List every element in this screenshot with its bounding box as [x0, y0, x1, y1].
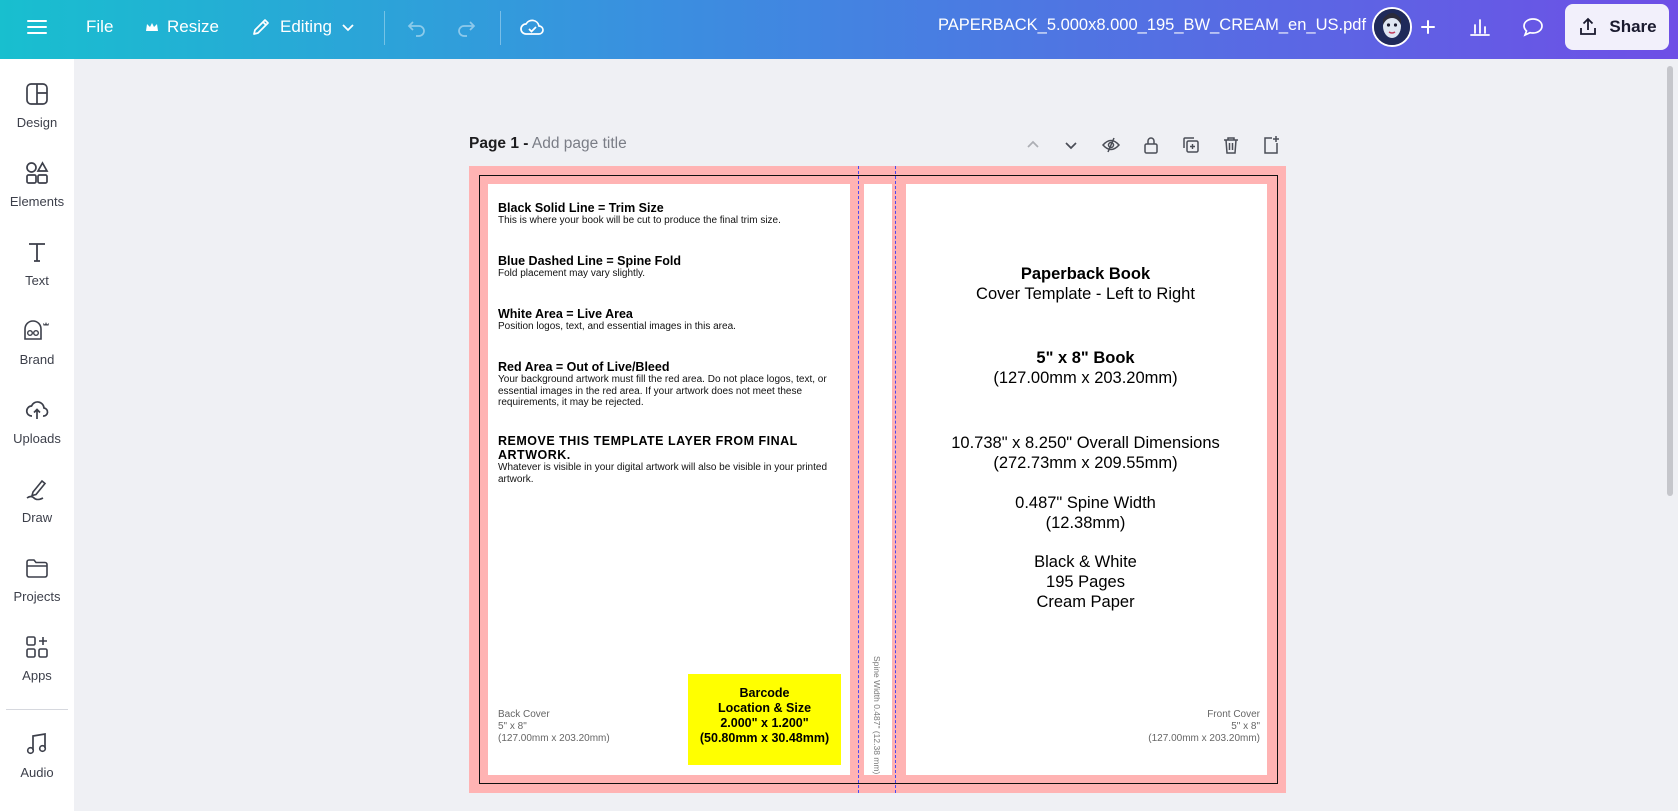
insights-button[interactable]: [1459, 7, 1501, 47]
design-icon: [24, 81, 50, 107]
front-spine-block[interactable]: [906, 493, 1265, 533]
user-avatar[interactable]: [1372, 7, 1412, 47]
legend-text: Fold placement may vary slightly.: [498, 268, 646, 279]
sidebar-item-label: Apps: [22, 668, 52, 683]
uploads-icon: [24, 397, 50, 423]
comments-button[interactable]: [1512, 7, 1554, 47]
share-button[interactable]: [1565, 4, 1669, 50]
sidebar-item-apps[interactable]: [0, 634, 74, 704]
file-menu-button[interactable]: [86, 0, 113, 54]
resize-button[interactable]: [145, 0, 219, 54]
lock-icon: [1142, 135, 1160, 155]
legend-heading: Black Solid Line = Trim Size: [498, 201, 664, 215]
draw-icon: [24, 476, 50, 502]
legend-heading: Red Area = Out of Live/Bleed: [498, 360, 670, 374]
toolbar-divider: [500, 11, 501, 45]
bar-chart-icon: [1468, 15, 1492, 39]
duplicate-page-button[interactable]: [1179, 133, 1203, 157]
vertical-scrollbar[interactable]: [1667, 66, 1673, 496]
audio-icon: [24, 731, 50, 757]
sidebar-item-label: Draw: [21, 510, 53, 525]
left-sidebar: [0, 59, 74, 811]
front-size-mm: (127.00mm x 203.20mm): [993, 369, 1178, 387]
chevron-up-icon: [1025, 137, 1041, 153]
cloud-save-status-button[interactable]: [519, 0, 545, 54]
add-collaborator-button[interactable]: [1407, 7, 1449, 47]
apps-icon: [24, 634, 50, 660]
front-overall-block[interactable]: [906, 433, 1265, 473]
footer-line: 5" x 8": [1231, 721, 1260, 732]
delete-page-button[interactable]: [1219, 133, 1243, 157]
undo-button[interactable]: [404, 0, 428, 54]
legend-text: Whatever is visible in your digital artwork will also be visible in your printed artwork.: [498, 462, 828, 485]
back-cover-label[interactable]: [498, 709, 610, 745]
text-icon: [24, 239, 50, 265]
front-overall-mm: (272.73mm x 209.55mm): [993, 454, 1178, 472]
sidebar-item-text[interactable]: [0, 239, 74, 309]
front-size-block[interactable]: [906, 348, 1265, 388]
brand-icon: [20, 318, 54, 344]
move-page-up-button[interactable]: [1021, 133, 1045, 157]
sidebar-item-label: Text: [25, 273, 49, 288]
sidebar-item-label: Uploads: [13, 431, 61, 446]
comment-icon: [1521, 15, 1545, 39]
front-title-block[interactable]: [906, 264, 1265, 304]
add-page-icon: [1261, 135, 1281, 155]
footer-line: Front Cover: [1207, 709, 1260, 720]
sidebar-divider: [6, 709, 68, 710]
front-overall: 10.738" x 8.250" Overall Dimensions: [951, 434, 1220, 452]
sidebar-item-elements[interactable]: [0, 160, 74, 230]
legend-remove-template[interactable]: [498, 434, 843, 485]
file-label: File: [86, 17, 114, 36]
trash-icon: [1222, 135, 1240, 155]
barcode-line: 2.000" x 1.200": [720, 716, 809, 730]
share-upload-icon: [1577, 16, 1599, 38]
legend-text: Position logos, text, and essential images in this area.: [498, 321, 736, 332]
add-page-button[interactable]: [1259, 133, 1283, 157]
spine-width-label[interactable]: Spine Width 0.487" (12.38 mm): [872, 656, 882, 775]
footer-line: 5" x 8": [498, 721, 527, 732]
duplicate-icon: [1181, 135, 1201, 155]
legend-text: Your background artwork must fill the red area. Do not place logos, text, or essential images in the red area. If your artwork does not meet these requirements, it may be rejected.: [498, 374, 827, 408]
sidebar-item-brand[interactable]: [0, 318, 74, 388]
barcode-placeholder[interactable]: [688, 674, 841, 765]
front-size: 5" x 8" Book: [1036, 349, 1135, 367]
chevron-down-icon: [1063, 137, 1079, 153]
elements-icon: [24, 160, 50, 186]
sidebar-item-label: Projects: [13, 589, 61, 604]
hide-page-button[interactable]: [1099, 133, 1123, 157]
hamburger-menu-icon: [26, 16, 48, 38]
main-menu-button[interactable]: [26, 0, 48, 54]
legend-bleed-area[interactable]: [498, 360, 843, 409]
footer-line: Back Cover: [498, 709, 550, 720]
legend-heading: White Area = Live Area: [498, 307, 633, 321]
sidebar-item-label: Design: [16, 115, 58, 130]
legend-spine-fold[interactable]: [498, 254, 843, 280]
editing-label: Editing: [280, 17, 332, 36]
lock-page-button[interactable]: [1139, 133, 1163, 157]
front-color: Black & White: [1034, 553, 1137, 571]
pencil-icon: [250, 16, 272, 38]
avatar-image: [1374, 9, 1410, 45]
front-pages: 195 Pages: [1046, 573, 1125, 591]
barcode-line: Location & Size: [717, 701, 812, 715]
legend-text: This is where your book will be cut to produce the final trim size.: [498, 215, 781, 226]
editing-mode-dropdown[interactable]: [250, 0, 356, 54]
redo-button[interactable]: [455, 0, 479, 54]
footer-line: (127.00mm x 203.20mm): [498, 733, 610, 744]
page-header: [469, 135, 627, 153]
barcode-line: (50.80mm x 30.48mm): [699, 731, 830, 745]
move-page-down-button[interactable]: [1059, 133, 1083, 157]
undo-icon: [404, 15, 428, 39]
sidebar-item-label: Brand: [19, 352, 55, 367]
sidebar-item-projects[interactable]: [0, 555, 74, 625]
resize-label: Resize: [167, 17, 219, 36]
sidebar-item-design[interactable]: [0, 81, 74, 151]
crown-icon: [145, 20, 159, 34]
sidebar-item-label: Elements: [9, 194, 65, 209]
toolbar-divider: [384, 11, 385, 45]
legend-live-area[interactable]: [498, 307, 843, 333]
redo-icon: [455, 15, 479, 39]
front-title: Paperback Book: [1020, 265, 1151, 283]
eye-slash-icon: [1101, 135, 1121, 155]
projects-icon: [24, 555, 50, 581]
chevron-down-icon: [340, 19, 356, 35]
spine-fold-line-left: [858, 166, 859, 793]
sidebar-item-draw[interactable]: [0, 476, 74, 546]
page-title-input[interactable]: Add page title: [531, 135, 627, 152]
front-subtitle: Cover Template - Left to Right: [976, 285, 1195, 303]
sidebar-item-label: Audio: [20, 765, 54, 780]
plus-icon: [1419, 18, 1437, 36]
cloud-check-icon: [519, 14, 545, 40]
legend-heading: REMOVE THIS TEMPLATE LAYER FROM FINAL ARTWORK.: [498, 434, 798, 462]
sidebar-item-audio[interactable]: [0, 731, 74, 801]
front-spine-mm: (12.38mm): [1045, 514, 1126, 532]
front-cover-label[interactable]: [1060, 709, 1260, 745]
share-label: Share: [1609, 17, 1657, 36]
front-spine: 0.487" Spine Width: [1015, 494, 1156, 512]
top-bar: [0, 0, 1678, 59]
front-specs-block[interactable]: [906, 552, 1265, 612]
page-number-label: Page 1 -: [469, 135, 529, 152]
legend-trim-size[interactable]: [498, 201, 843, 227]
document-filename[interactable]: PAPERBACK_5.000x8.000_195_BW_CREAM_en_US.pdf: [938, 16, 1367, 34]
barcode-line: Barcode: [739, 686, 790, 700]
footer-line: (127.00mm x 203.20mm): [1148, 733, 1260, 744]
sidebar-item-uploads[interactable]: [0, 397, 74, 467]
spine-fold-line-right: [895, 166, 896, 793]
legend-heading: Blue Dashed Line = Spine Fold: [498, 254, 682, 268]
front-paper: Cream Paper: [1036, 593, 1135, 611]
